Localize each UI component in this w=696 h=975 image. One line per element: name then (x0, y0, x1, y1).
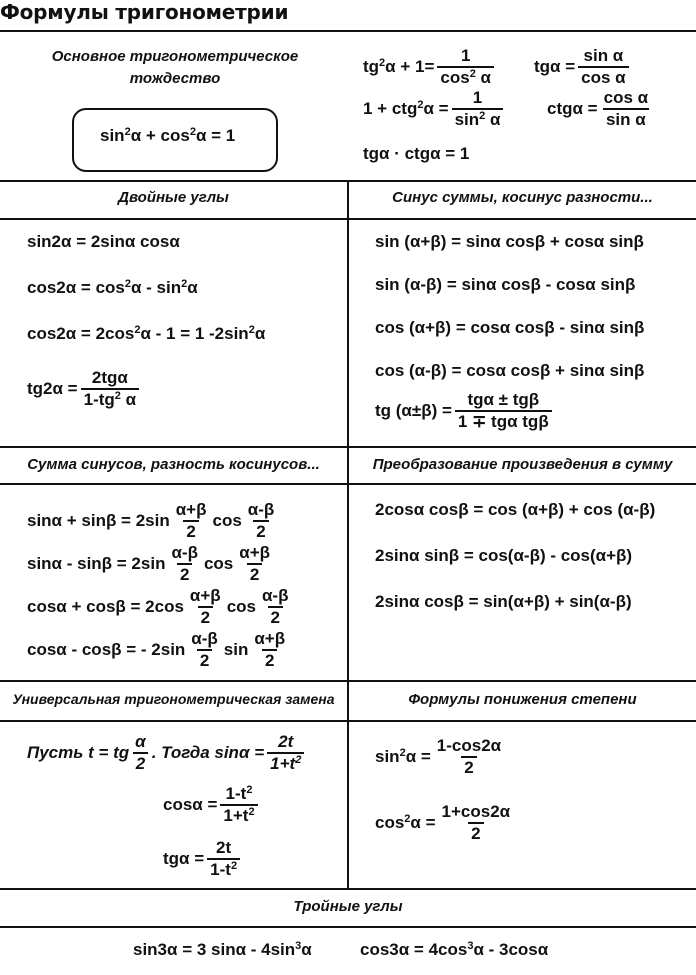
formula-ctg-def: ctgα = $\frac{\text{cos α}}{\text{sin α}}$ (547, 88, 649, 129)
formula-tg-ctg-product: tgα · ctgα = 1 (363, 144, 470, 163)
section-heading-sum-of-sines: Сумма синусов, разность косинусов... (27, 456, 320, 473)
section-heading-power-reduction: Формулы понижения степени (408, 691, 637, 708)
formula-sin-3a: sin3α = 3 sinα - 4sin $^3$ α (133, 940, 312, 959)
formula-cos-diff: cos (α-β) = cosα cosβ + sinα sinβ (375, 361, 645, 380)
formula-cos-diff-to-product: cosα - cosβ = - 2sin α-β 2 sin α+β 2 (27, 629, 286, 670)
formula-ctg-squared: 1 + ctg $^2$ α = $\frac{1}{\sin^2 \alpha}$ (363, 88, 506, 130)
formula-universal-cos: cosα = $\frac{1-t^2}{1+t^2}$ (163, 784, 261, 826)
formula-tg-squared: tg $^2$ α + 1= $\frac{1}{\cos^2 \alpha}$ (363, 46, 497, 88)
section-heading-product-to-sum: Преобразование произведения в сумму (372, 456, 673, 473)
formula-cos-sum-to-product: cosα + cosβ = 2cos α+β 2 cos α-β 2 (27, 586, 289, 627)
divider (0, 30, 696, 32)
formula-sin-sin-product: 2sinα sinβ = cos(α-β) - cos(α+β) (375, 546, 633, 565)
section-heading-triple-angles: Тройные углы (293, 898, 403, 915)
formula-sin-diff-to-product: sinα - sinβ = 2sin α-β 2 cos α+β 2 (27, 543, 271, 584)
formula-cos-3a: cos3α = 4cos $^3$ α - 3cosα (360, 940, 549, 959)
formula-cos-sum: cos (α+β) = cosα cosβ - sinα sinβ (375, 318, 645, 337)
formula-tg-sum: tg (α±β) = tgα ± tgβ 1 ∓ tgα tgβ (375, 390, 555, 432)
section-heading-basic-identity: Основное тригонометрическое тождество (51, 48, 299, 87)
formula-universal-tg: tgα = $\frac{2t}{1-t^2}$ (163, 838, 243, 880)
basic-identity-formula: sin $^2$ α + cos $^2$ α = 1 (100, 126, 236, 145)
formula-cos-2a: cos2α = cos $^2$ α - sin $^2$ α (27, 278, 198, 297)
divider (0, 888, 696, 890)
section-heading-double-angles: Двойные углы (118, 189, 229, 206)
section-heading-sum-angles: Синус суммы, косинус разности... (392, 189, 653, 206)
section-heading-universal-substitution: Универсальная тригонометрическая замена (12, 691, 335, 707)
formula-cos-cos-product: 2cosα cosβ = cos (α+β) + cos (α-β) (375, 500, 656, 519)
formula-sin-cos-product: 2sinα cosβ = sin(α+β) + sin(α-β) (375, 592, 632, 611)
page-title: Формулы тригонометрии (0, 0, 289, 24)
formula-tg-def: tgα = $\frac{\text{sin α}}{\text{cos α}}$ (534, 46, 632, 88)
formula-sin-squared-reduction: sin $^2$ α = $\frac{1-\cos 2\alpha}{2}$ (375, 736, 502, 777)
column-divider (347, 180, 349, 888)
formula-cos-2a-alt: cos2α = 2cos $^2$ α - 1 = 1 -2sin $^2$ α (27, 324, 266, 343)
formula-sin-sum: sin (α+β) = sinα cosβ + cosα sinβ (375, 232, 644, 251)
formula-sin-sum-to-product: sinα + sinβ = 2sin α+β 2 cos α-β 2 (27, 500, 275, 541)
formula-universal-sin: Пусть t = tg α 2 . Тогда sinα = $\frac{2t}{1+t^2}$ (27, 732, 307, 774)
formula-tg-2a: tg2α = 2tgα $1-tg^2$ α (27, 368, 142, 410)
formula-sin-2a: sin2α = 2sinα cosα (27, 232, 180, 251)
formula-sin-diff: sin (α-β) = sinα cosβ - cosα sinβ (375, 275, 636, 294)
formula-cos-squared-reduction: cos $^2$ α = $\frac{1+\cos 2\alpha}{2}$ (375, 802, 511, 843)
divider (0, 926, 696, 928)
